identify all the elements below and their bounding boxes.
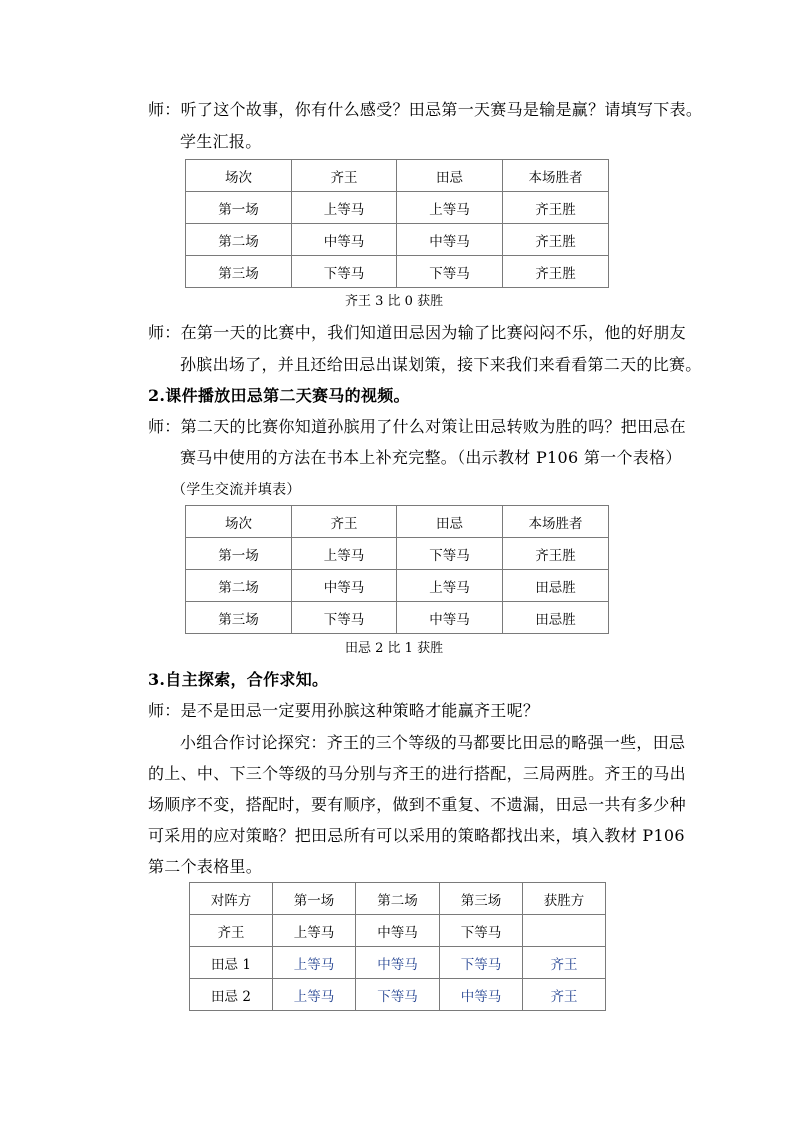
table-cell: 上等马 (273, 915, 356, 947)
table-cell: 中等马 (397, 224, 503, 256)
table-row (186, 256, 609, 288)
table-cell: 第二场 (186, 224, 292, 256)
table-cell: 齐王 (190, 915, 273, 947)
table-cell: 下等马 (397, 256, 503, 288)
paragraph-teacher-question-1: 师：听了这个故事，你有什么感受？田忌第一天赛马是输是赢？请填写下表。 (148, 100, 703, 119)
table-cell: 齐王胜 (503, 538, 609, 570)
paragraph-teacher-4: 师：是不是田忌一定要用孙膑这种策略才能赢齐王呢？ (148, 701, 540, 720)
table-cell: 中等马 (397, 602, 503, 634)
table-cell: 下等马 (292, 602, 397, 634)
table-cell: 齐王胜 (503, 192, 609, 224)
table-cell: 下等马 (356, 979, 440, 1011)
table-cell: 中等马 (292, 224, 397, 256)
table-cell: 田忌 1 (190, 947, 273, 979)
header-cell: 田忌 (397, 160, 503, 192)
header-cell: 场次 (186, 506, 292, 538)
table-cell: 下等马 (440, 915, 523, 947)
section-heading-3: 3.自主探索，合作求知。 (148, 670, 329, 689)
paragraph-teacher-3a: 师：第二天的比赛你知道孙膑用了什么对策让田忌转败为胜的吗？把田忌在 (148, 417, 686, 436)
table-cell: 齐王胜 (503, 224, 609, 256)
header-cell: 本场胜者 (503, 160, 609, 192)
table-cell: 田忌胜 (503, 570, 609, 602)
table-cell: 中等马 (356, 947, 440, 979)
table-cell: 田忌胜 (503, 602, 609, 634)
table-cell: 上等马 (397, 192, 503, 224)
table-header-row (186, 506, 609, 538)
header-cell: 齐王 (292, 506, 397, 538)
header-cell: 第二场 (356, 883, 440, 915)
table-cell: 齐王胜 (503, 256, 609, 288)
paragraph-teacher-3b: 赛马中使用的方法在书本上补充完整。（出示教材 P106 第一个表格） (180, 448, 682, 467)
table-day1 (185, 159, 609, 288)
paragraph-group-discussion-a: 小组合作讨论探究：齐王的三个等级的马都要比田忌的略强一些，田忌 (180, 733, 686, 752)
table-cell: 上等马 (397, 570, 503, 602)
table-row (186, 192, 609, 224)
section-heading-2: 2.课件播放田忌第二天赛马的视频。 (148, 386, 410, 405)
table-cell: 上等马 (292, 192, 397, 224)
header-cell: 对阵方 (190, 883, 273, 915)
paragraph-student-fill: （学生交流并填表） (172, 482, 301, 498)
table-row (186, 538, 609, 570)
table-cell (523, 915, 606, 947)
table-row (190, 915, 606, 947)
table-cell: 第三场 (186, 602, 292, 634)
table-cell: 齐王 (523, 979, 606, 1011)
table-strategies (189, 882, 606, 1011)
header-cell: 第一场 (273, 883, 356, 915)
header-cell: 场次 (186, 160, 292, 192)
table-cell: 第一场 (186, 192, 292, 224)
table-cell: 田忌 2 (190, 979, 273, 1011)
table-cell: 下等马 (292, 256, 397, 288)
table-cell: 下等马 (397, 538, 503, 570)
table-row (186, 224, 609, 256)
paragraph-group-discussion-b: 的上、中、下三个等级的马分别与齐王的进行搭配，三局两胜。齐王的马出 (148, 764, 686, 783)
table-cell: 第二场 (186, 570, 292, 602)
table-cell: 中等马 (292, 570, 397, 602)
table-cell: 上等马 (273, 947, 356, 979)
header-cell: 获胜方 (523, 883, 606, 915)
table-cell: 第三场 (186, 256, 292, 288)
table-cell: 齐王 (523, 947, 606, 979)
paragraph-group-discussion-d: 可采用的应对策略？把田忌所有可以采用的策略都找出来，填入教材 P106 (148, 826, 685, 845)
table-row (190, 947, 606, 979)
paragraph-group-discussion-e: 第二个表格里。 (148, 857, 263, 876)
table-day2 (185, 505, 609, 634)
table-cell: 上等马 (273, 979, 356, 1011)
table-cell: 下等马 (440, 947, 523, 979)
paragraph-teacher-2a: 师：在第一天的比赛中，我们知道田忌因为输了比赛闷闷不乐，他的好朋友 (148, 323, 686, 342)
paragraph-teacher-2b: 孙膑出场了，并且还给田忌出谋划策，接下来我们来看看第二天的比赛。 (180, 355, 702, 374)
paragraph-group-discussion-c: 场顺序不变，搭配时，要有顺序，做到不重复、不遗漏，田忌一共有多少种 (148, 795, 686, 814)
table-day1-caption: 齐王 3 比 0 获胜 (345, 294, 444, 309)
table-header-row (186, 160, 609, 192)
header-cell: 本场胜者 (503, 506, 609, 538)
table-day2-caption: 田忌 2 比 1 获胜 (345, 641, 444, 656)
paragraph-student-report: 学生汇报。 (180, 132, 262, 151)
table-row (186, 602, 609, 634)
header-cell: 第三场 (440, 883, 523, 915)
header-cell: 田忌 (397, 506, 503, 538)
table-cell: 上等马 (292, 538, 397, 570)
table-row (186, 570, 609, 602)
table-row (190, 979, 606, 1011)
table-cell: 中等马 (356, 915, 440, 947)
table-cell: 中等马 (440, 979, 523, 1011)
table-cell: 第一场 (186, 538, 292, 570)
table-header-row (190, 883, 606, 915)
header-cell: 齐王 (292, 160, 397, 192)
